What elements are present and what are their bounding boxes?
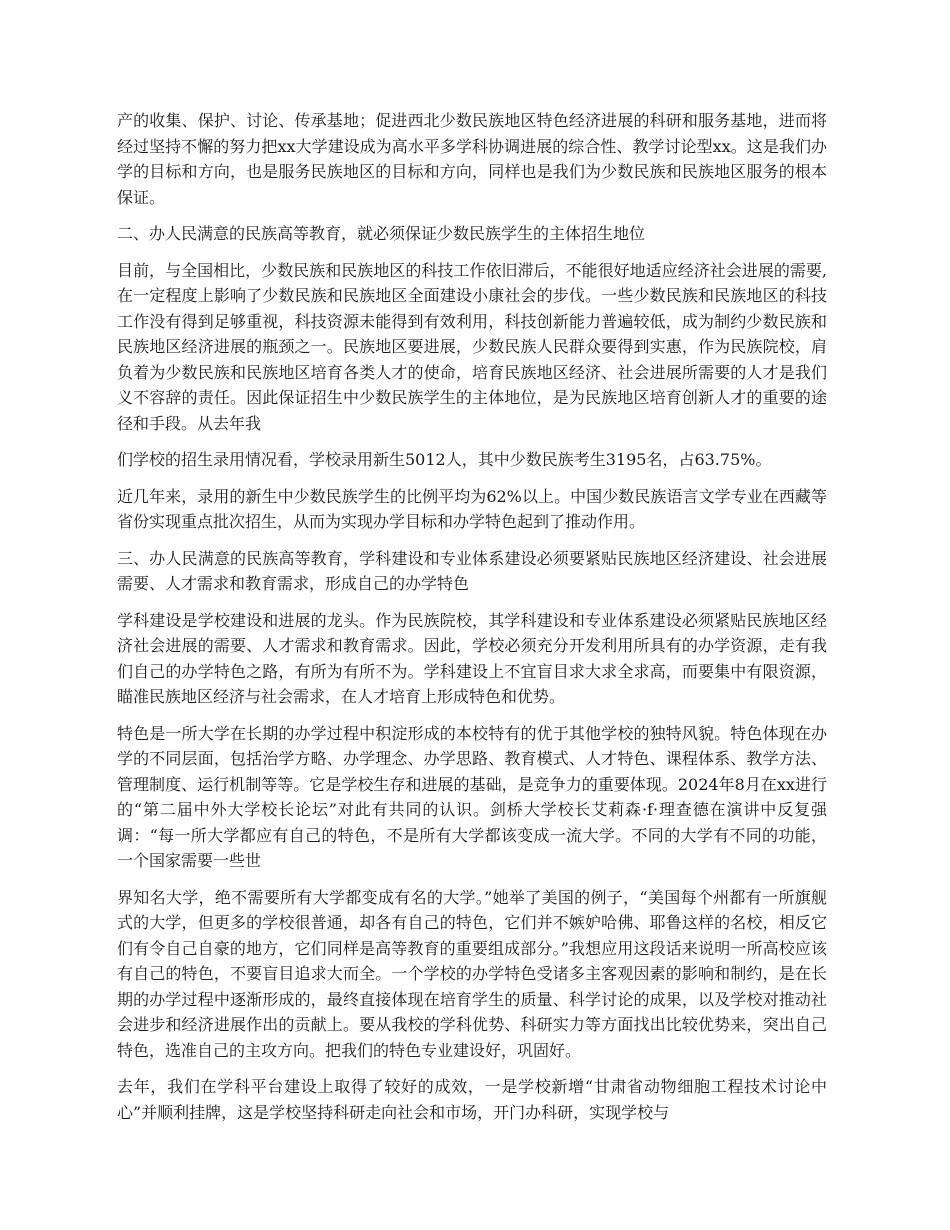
paragraph: 特色是一所大学在长期的办学过程中积淀形成的本校特有的优于其他学校的独特风貌。特色体现在办学的不同层面，包括治学方略、办学理念、办学思路、教育模式、人才特色、课程体系、教学方法、管理制度、运行机制等等。它是学校生存和进展的基础，是竞争力的重要体现。2024年8月在xx进行的“第二届中外大学校长论坛”对此有共同的认识。剑桥大学校长艾莉森·f·理查德在演讲中反复强调：“每一所大学都应有自己的特色，不是所有大学都该变成一流大学。不同的大学有不同的功能，一个国家需要一些世 [117,723,827,870]
paragraph: 界知名大学，绝不需要所有大学都变成有名的大学。”她举了美国的例子，“美国每个州都有一所旗舰式的大学，但更多的学校很普通，却各有自己的特色，它们并不嫉妒哈佛、耶鲁这样的名校，相反它们有令自己自豪的地方，它们同样是高等教育的重要组成部分。”我想应用这段话来说明一所高校应该有自己的特色，不要盲目追求大而全。一个学校的办学特色受诸多主客观因素的影响和制约，是在长期的办学过程中逐渐形成的，最终直接体现在培育学生的质量、科学讨论的成果，以及学校对推动社会进步和经济进展作出的贡献上。要从我校的学科优势、科研实力等方面找出比较优势来，突出自己特色，选准自己的主攻方向。把我们的特色专业建设好，巩固好。 [117,887,827,1060]
paragraph: 学科建设是学校建设和进展的龙头。作为民族院校，其学科建设和专业体系建设必须紧贴民族地区经济社会进展的需要、人才需求和教育需求。因此，学校必须充分开发利用所具有的办学资源，走有我们自己的办学特色之路，有所为有所不为。学科建设上不宜盲目求大求全求高，而要集中有限资源，瞄准民族地区经济与社会需求，在人才培育上形成特色和优势。 [117,610,827,706]
section-heading: 二、办人民满意的民族高等教育，就必须保证少数民族学生的主体招生地位 [117,224,646,243]
paragraph: 去年，我们在学科平台建设上取得了较好的成效，一是学校新增“甘肃省动物细胞工程技术讨论中心”并顺利挂牌，这是学校坚持科研走向社会和市场，开门办科研，实现学校与 [117,1077,827,1122]
section-heading: 三、办人民满意的民族高等教育，学科建设和专业体系建设必须要紧贴民族地区经济建设、社会进展需要、人才需求和教育需求，形成自己的办学特色 [117,548,827,593]
paragraph: 们学校的招生录用情况看，学校录用新生5012人，其中少数民族考生3195名，占63.75%。 [117,450,772,469]
paragraph: 目前，与全国相比，少数民族和民族地区的科技工作依旧滞后，不能很好地适应经济社会进展的需要,在一定程度上影响了少数民族和民族地区全面建设小康社会的步伐。一些少数民族和民族地区的科技工作没有得到足够重视，科技资源未能得到有效利用，科技创新能力普遍较低，成为制约少数民族和民族地区经济进展的瓶颈之一。民族地区要进展，少数民族人民群众要得到实惠，作为民族院校，肩负着为少数民族和民族地区培育各类人才的使命，培育民族地区经济、社会进展所需要的人才是我们义不容辞的责任。因此保证招生中少数民族学生的主体地位，是为民族地区培育创新人才的重要的途径和手段。从去年我 [117,260,827,433]
document-body [117,108,827,1136]
paragraph: 产的收集、保护、讨论、传承基地；促进西北少数民族地区特色经济进展的科研和服务基地，进而将经过坚持不懈的努力把xx大学建设成为高水平多学科协调进展的综合性、教学讨论型xx。这是我们办学的目标和方向，也是服务民族地区的目标和方向，同样也是我们为少数民族和民族地区服务的根本保证。 [117,111,827,207]
paragraph: 近几年来，录用的新生中少数民族学生的比例平均为62%以上。中国少数民族语言文学专业在西藏等省份实现重点批次招生，从而为实现办学目标和办学特色起到了推动作用。 [117,486,827,531]
